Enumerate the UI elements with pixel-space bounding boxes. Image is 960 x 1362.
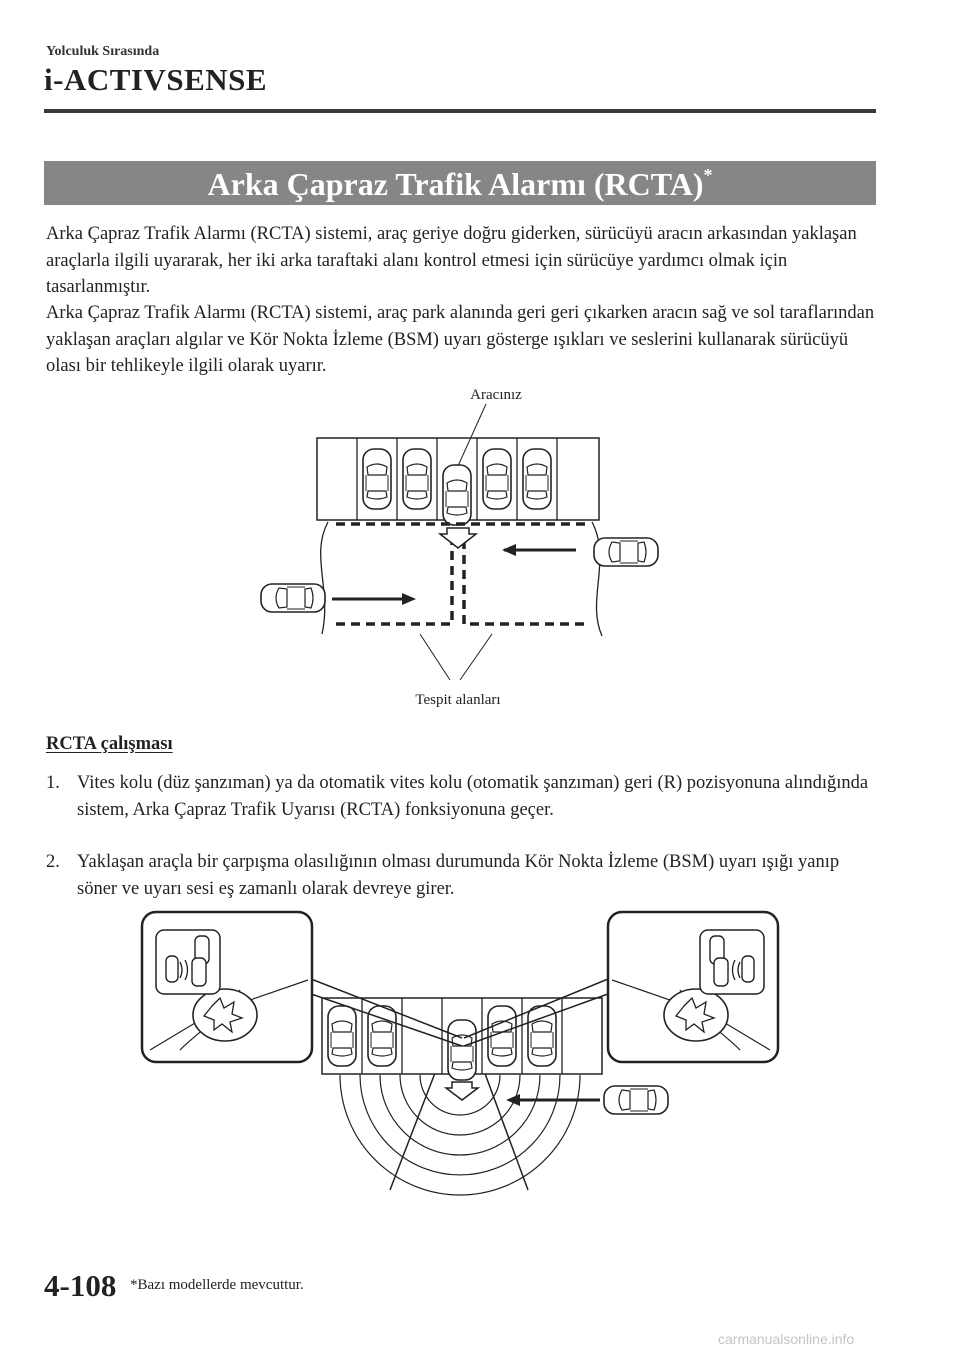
section-title: Arka Çapraz Trafik Alarmı (RCTA) (207, 166, 704, 202)
parked-car (523, 449, 551, 509)
chapter-title: i-ACTIVSENSE (44, 62, 268, 97)
watermark: carmanualsonline.info (718, 1331, 855, 1347)
step-text: Vites kolu (düz şanzıman) ya da otomatik vites kolu (otomatik şanzıman) geri (R) pozisyonuna alındığında sistem, Arka Çapraz Trafik Uyarısı (RCTA) fonksiyonuna geçer. (77, 773, 869, 820)
left-mirror-inset (142, 912, 312, 1062)
section-title-band (44, 161, 876, 205)
parked-car (328, 1006, 356, 1066)
rcta-operation-diagram (140, 910, 780, 1200)
approaching-car-right (594, 538, 658, 566)
availability-mark: * (703, 165, 713, 185)
chapter-divider (44, 109, 876, 113)
approaching-car (604, 1086, 668, 1114)
step-number: 2. (46, 852, 60, 872)
parked-car (483, 449, 511, 509)
right-mirror-inset (608, 912, 778, 1062)
approaching-car-left (261, 584, 325, 612)
operation-step (46, 770, 876, 823)
your-vehicle (448, 1020, 476, 1080)
label-detection-areas: Tespit alanları (415, 692, 501, 708)
page-number: 4-108 (44, 1268, 117, 1303)
step-text: Yaklaşan araçla bir çarpışma olasılığının olması durumunda Kör Nokta İzleme (BSM) uyarı ışığı yanıp söner ve uyarı sesi eş zamanlı olarak devreye girer. (77, 852, 840, 899)
reverse-arrow (440, 528, 476, 548)
parked-car (363, 449, 391, 509)
operation-heading: RCTA çalışması (46, 734, 173, 754)
footnote: *Bazı modellerde mevcuttur. (130, 1277, 304, 1293)
intro-paragraph-1: Arka Çapraz Trafik Alarmı (RCTA) sistemi, araç geriye doğru giderken, sürücüyü aracın arkasından yaklaşan araçlarla ilgili uyararak, her iki arka taraftaki alanı kontrol etmesi için sürücüye yardımcı olmak için tasarlanmıştır. (46, 224, 857, 297)
operation-step (46, 849, 876, 902)
parked-car (403, 449, 431, 509)
step-number: 1. (46, 773, 60, 793)
intro-paragraph-2: Arka Çapraz Trafik Alarmı (RCTA) sistemi, araç park alanında geri geri çıkarken aracın sağ ve sol taraflarından yaklaşan araçları algılar ve Kör Nokta İzleme (BSM) uyarı gösterge ışıkları ve seslerini kullanarak sürücüyü olası bir tehlikeyle ilgili olarak uyarır. (46, 303, 875, 376)
section-label: Yolculuk Sırasında (46, 44, 160, 59)
leader-line (458, 404, 486, 466)
aisle-edge-left (321, 522, 328, 634)
your-vehicle (443, 465, 471, 525)
rcta-detection-diagram (240, 380, 680, 710)
reverse-arrow (446, 1082, 478, 1100)
label-your-vehicle: Aracınız (470, 387, 522, 403)
